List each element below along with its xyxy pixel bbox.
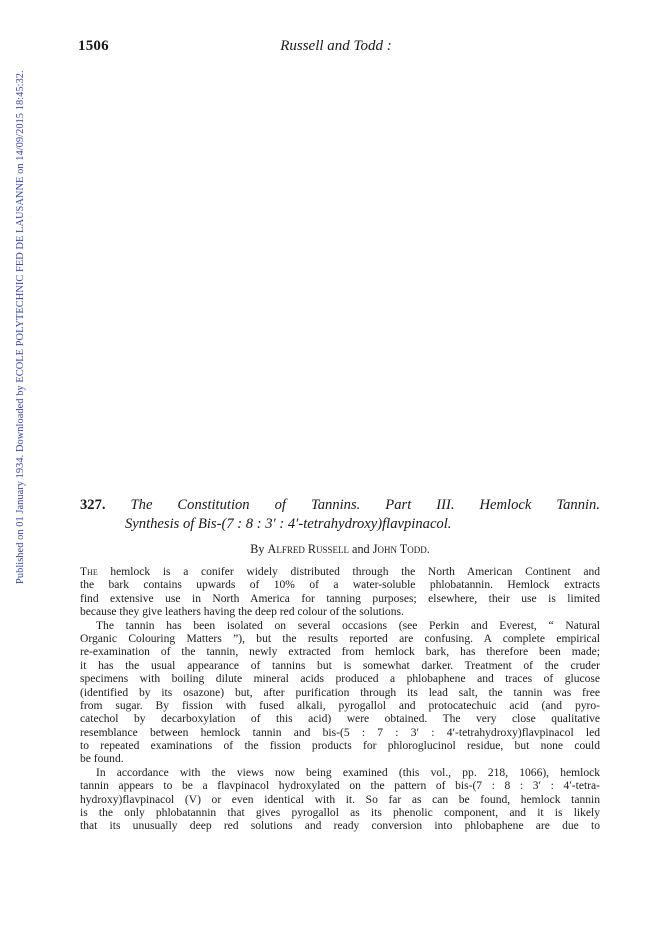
download-watermark bbox=[14, 44, 27, 584]
article-title-line-1 bbox=[80, 496, 600, 514]
text-line: from sugar. By fission with fused alkali, pyrogallol and protocatechuic acid (and pyro- bbox=[80, 699, 600, 712]
paragraph bbox=[80, 620, 600, 767]
text-line: be found. bbox=[80, 753, 124, 766]
text-line: resemblance between hemlock tannin and bis-(5 : 7 : 3′ : 4′-tetrahydroxy)flavpinacol led bbox=[80, 726, 600, 739]
text-line: is the only phlobatannin that gives pyrogallol as its phenolic component, and it is likely bbox=[80, 807, 600, 820]
author-name: John Todd. bbox=[372, 542, 430, 556]
text-line: catechol by decarboxylation of this acid) were obtained. The very close qualitative bbox=[80, 713, 600, 726]
by-label: By bbox=[250, 542, 265, 556]
article bbox=[80, 496, 600, 834]
body-text bbox=[80, 566, 600, 834]
article-title-line-2: Synthesis of Bis-(7 : 8 : 3′ : 4′-tetrahydroxy)flavpinacol. bbox=[125, 516, 452, 532]
and-label: and bbox=[352, 542, 370, 556]
article-number: 327. bbox=[80, 497, 106, 513]
paragraph bbox=[80, 767, 600, 834]
article-title: The Constitution of Tannins. Part III. Hemlock Tannin. bbox=[130, 497, 600, 513]
paragraph bbox=[80, 566, 600, 620]
text-line: the bark contains upwards of 10% of a water-soluble phlobatannin. Hemlock extracts bbox=[80, 579, 600, 592]
text-line: Organic Colouring Matters ”), but the results reported are confusing. A complete empirical bbox=[80, 632, 600, 645]
text-line: The hemlock is a conifer widely distributed through the North American Continent and bbox=[80, 566, 600, 578]
text-line: tannin appears to be a flavpinacol hydroxylated on the pattern of bis-(7 : 8 : 3′ : 4′-tetra- bbox=[80, 780, 600, 793]
page-number: 1506 bbox=[78, 38, 109, 54]
text-line: it has the usual appearance of tannins but is somewhat darker. Treatment of the cruder bbox=[80, 659, 600, 672]
text-line: specimens with boiling dilute mineral acids produced a phlobaphene and traces of glucose bbox=[80, 673, 600, 686]
text-run: The bbox=[80, 566, 98, 578]
author-name: Alfred Russell bbox=[267, 542, 349, 556]
text-line: re-examination of the tannin, newly extracted from hemlock bark, has therefore been made; bbox=[80, 646, 600, 659]
watermark-line: Published on 01 January 1934. Downloaded by ECOLE POLYTECHNIC FED DE LAUSANNE on 14/09/2015 18:45:32. bbox=[15, 70, 26, 584]
text-line: because they give leathers having the deep red colour of the solutions. bbox=[80, 606, 404, 619]
text-line: that its unusually deep red solutions and ready conversion into phlobaphene are due to bbox=[80, 820, 600, 833]
text-line: The tannin has been isolated on several occasions (see Perkin and Everest, “ Natural bbox=[96, 619, 600, 632]
running-head: Russell and Todd : bbox=[280, 38, 392, 54]
text-line: find extensive use in North America for tanning purposes; elsewhere, their use is limited bbox=[80, 592, 600, 605]
text-line: to repeated examinations of the fission products for phloroglucinol residue, but none could bbox=[80, 740, 600, 753]
text-line: In accordance with the views now being examined (this vol., pp. 218, 1066), hemlock bbox=[96, 766, 600, 779]
text-line: (identified by its osazone) but, after purification through its lead salt, the tannin was free bbox=[80, 686, 600, 699]
text-line: hydroxy)flavpinacol (V) or even identical with it. So far as can be found, hemlock tannin bbox=[80, 793, 600, 806]
author-line bbox=[80, 541, 600, 557]
